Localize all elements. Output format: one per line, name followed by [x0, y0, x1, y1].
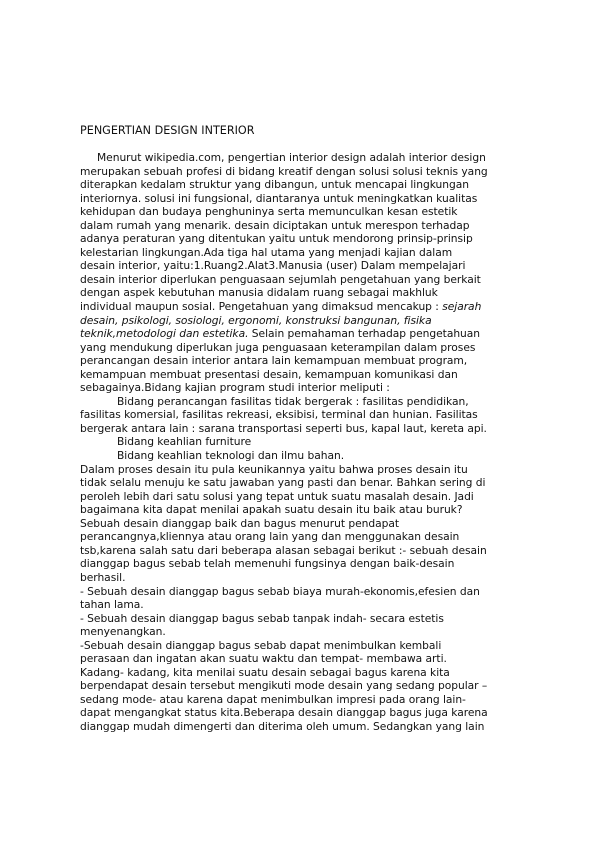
line-text: bergerak antara lain : sarana transportasi seperti bus, kapal laut, kereta api. [80, 421, 487, 435]
text-line [80, 720, 542, 734]
line-text: bagaimana kita dapat menilai apakah suatu desain itu baik atau buruk? [80, 503, 463, 517]
text-line [80, 530, 542, 544]
text-line [80, 625, 542, 639]
text-line [80, 300, 542, 314]
text-line [80, 585, 542, 599]
line-text: Dalam proses desain itu pula keunikannya yaitu bahwa proses desain itu [80, 462, 468, 476]
line-text: Bidang keahlian teknologi dan ilmu bahan. [117, 449, 345, 463]
line-text: desain interior, yaitu:1.Ruang2.Alat3.Manusia (user) Dalam mempelajari [80, 259, 466, 273]
line-text-continued: Selain pemahaman terhadap pengetahuan [248, 327, 481, 341]
line-text: -Sebuah desain dianggap bagus sebab dapat menimbulkan kembali [80, 638, 442, 652]
text-line [80, 612, 542, 626]
text-line [80, 693, 542, 707]
line-text: Sebuah desain dianggap baik dan bagus menurut pendapat [80, 516, 399, 530]
line-text: kelestarian lingkungan.Ada tiga hal utama yang menjadi kajian dalam [80, 245, 453, 259]
line-text: sedang mode- atau karena dapat menimbulkan impresi pada orang lain- [80, 692, 466, 706]
line-text: individual maupun sosial. Pengetahuan yang dimaksud mencakup : [80, 300, 443, 314]
text-line [80, 341, 542, 355]
line-text: Bidang perancangan fasilitas tidak bergerak : fasilitas pendidikan, [117, 394, 469, 408]
line-text: - Sebuah desain dianggap bagus sebab tanpak indah- secara estetis [80, 611, 444, 625]
text-line [80, 232, 542, 246]
line-text: kemampuan membuat presentasi desain, kemampuan komunikasi dan [80, 367, 458, 381]
line-text: merupakan sebuah profesi di bidang kreatif dengan solusi solusi teknis yang [80, 164, 488, 178]
text-line [80, 463, 542, 477]
line-italic-text: sejarah [442, 300, 482, 314]
line-text: fasilitas komersial, fasilitas rekreasi, eksibisi, terminal dan hunian. Fasilitas [80, 408, 478, 422]
text-line [80, 449, 542, 463]
text-line [80, 422, 542, 436]
text-line [80, 517, 542, 531]
line-text: kehidupan dan budaya penghuninya serta memunculkan kesan estetik [80, 205, 458, 219]
document-body [80, 151, 542, 734]
line-text: yang mendukung diperlukan juga penguasaan keterampilan dalam proses [80, 340, 476, 354]
line-text: berhasil. [80, 570, 126, 584]
text-line [80, 246, 542, 260]
text-line [80, 151, 542, 165]
line-text: perasaan dan ingatan akan suatu waktu dan tempat- membawa arti. [80, 652, 447, 666]
text-line [80, 192, 542, 206]
text-line [80, 327, 542, 341]
document-title: PENGERTIAN DESIGN INTERIOR [80, 124, 255, 137]
line-text: dalam rumah yang menarik. desain diciptakan untuk merespon terhadap [80, 218, 470, 232]
text-line [80, 273, 542, 287]
line-text: tsb,karena salah satu dari beberapa alasan sebagai berikut :- sebuah desain [80, 543, 487, 557]
line-text: dianggap bagus sebab telah memenuhi fungsinya dengan baik-desain [80, 557, 455, 571]
text-line [80, 178, 542, 192]
line-text: berpendapat desain tersebut mengikuti mode desain yang sedang popular – [80, 679, 488, 693]
text-line [80, 598, 542, 612]
text-line [80, 544, 542, 558]
text-line [80, 381, 542, 395]
text-line [80, 706, 542, 720]
line-text: Menurut wikipedia.com, pengertian interior design adalah interior design [97, 151, 486, 164]
line-text: peroleh lebih dari satu solusi yang tepat untuk suatu masalah desain. Jadi [80, 489, 474, 503]
line-text: dianggap mudah dimengerti dan diterima oleh umum. Sedangkan yang lain [80, 719, 485, 733]
text-line [80, 666, 542, 680]
text-line [80, 408, 542, 422]
line-text: - Sebuah desain dianggap bagus sebab biaya murah-ekonomis,efesien dan [80, 584, 480, 598]
line-text: tidak selalu menuju ke satu jawaban yang pasti dan benar. Bahkan sering di [80, 476, 486, 490]
text-line [80, 219, 542, 233]
line-text: tahan lama. [80, 598, 144, 612]
text-line [80, 476, 542, 490]
line-text: dapat mengangkat status kita.Beberapa desain dianggap bagus juga karena [80, 706, 488, 720]
text-line [80, 395, 542, 409]
line-text: perancangnya,kliennya atau orang lain yang dan menggunakan desain [80, 530, 460, 544]
text-line [80, 259, 542, 273]
line-italic-text: desain, psikologi, sosiologi, ergonomi, konstruksi bangunan, fisika [80, 313, 432, 327]
text-line [80, 314, 542, 328]
text-line [80, 435, 542, 449]
text-line [80, 286, 542, 300]
line-text: sebagainya.Bidang kajian program studi interior meliputi : [80, 381, 390, 395]
line-text: adanya peraturan yang ditentukan yaitu untuk mendorong prinsip-prinsip [80, 232, 473, 246]
text-line [80, 571, 542, 585]
line-italic-text: teknik,metodologi dan estetika. [80, 327, 249, 341]
line-text: interiornya. solusi ini fungsional, diantaranya untuk meningkatkan kualitas [80, 191, 478, 205]
text-line [80, 557, 542, 571]
line-text: Bidang keahlian furniture [117, 435, 252, 449]
line-text: Kadang- kadang, kita menilai suatu desain sebagai bagus karena kita [80, 665, 450, 679]
line-text: perancangan desain interior antara lain kemampuan membuat program, [80, 354, 468, 368]
text-line [80, 368, 542, 382]
text-line [80, 652, 542, 666]
line-text: desain interior diperlukan penguasaan sejumlah pengetahuan yang berkait [80, 272, 481, 286]
text-line [80, 354, 542, 368]
text-line [80, 639, 542, 653]
line-text: menyenangkan. [80, 625, 166, 639]
text-line [80, 679, 542, 693]
text-line [80, 165, 542, 179]
text-line [80, 503, 542, 517]
line-text: diterapkan kedalam struktur yang dibangun, untuk mencapai lingkungan [80, 178, 469, 192]
text-line [80, 490, 542, 504]
line-text: dengan aspek kebutuhan manusia didalam ruang sebagai makhluk [80, 286, 438, 300]
text-line [80, 205, 542, 219]
